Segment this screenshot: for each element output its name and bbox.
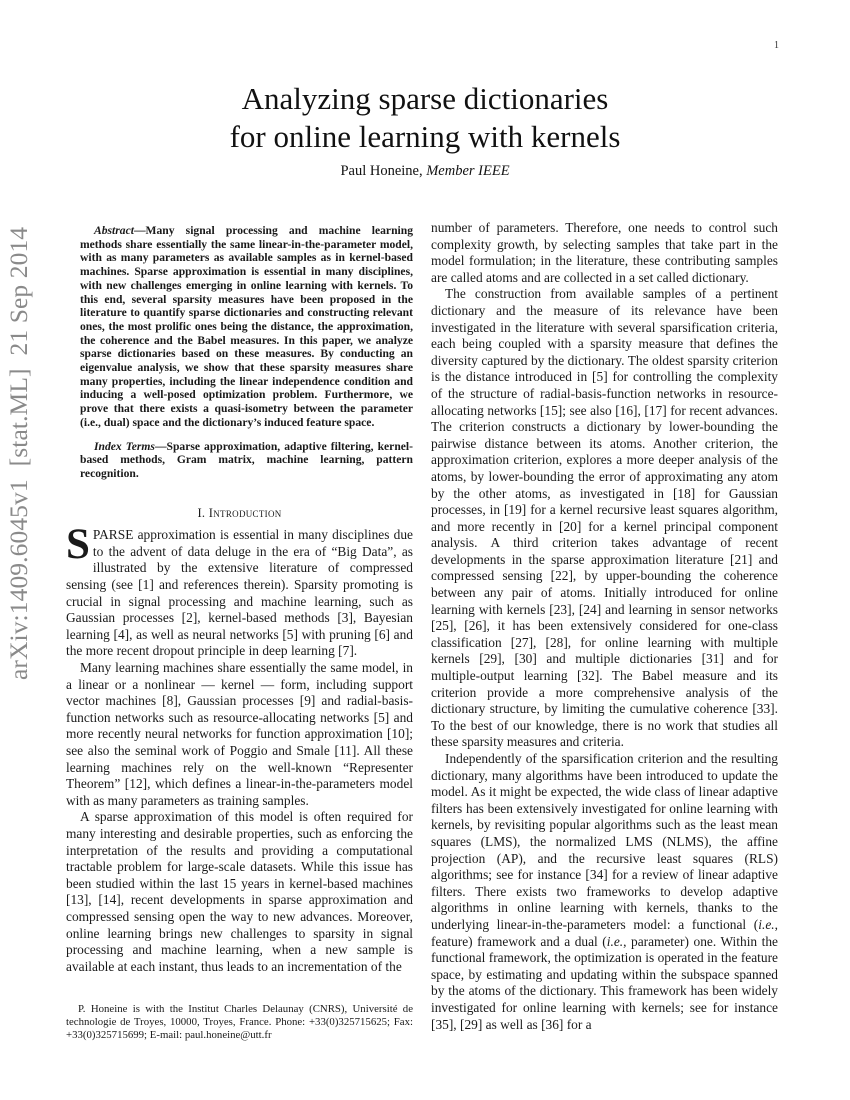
index-terms-text: Sparse approximation, adaptive filtering, kernel-based methods, Gram matrix, machine learning, pattern recognition. (80, 439, 413, 480)
index-terms (66, 440, 413, 481)
title-line-2: for online learning with kernels (229, 119, 621, 154)
author-line (0, 163, 850, 180)
intro-paragraph-5 (431, 751, 778, 1033)
intro-paragraph-1-text: PARSE approximation is essential in many disciplines due to the advent of data deluge in the era of “Big Data”, as illustrated by the extensive literature of compressed sensing (see [1] and references therein). Sparsity promoting is crucial in signal processing and machine learning, such as Gaussian processes [2], kernel-based methods [3], Bayesian learning [4], as well as neural networks [5] with pruning [6] and the more recent dropout principle in deep learning [7]. (66, 527, 413, 659)
index-terms-dash: — (154, 439, 167, 453)
section-heading-introduction (66, 505, 413, 522)
author-affiliation: Member IEEE (426, 163, 510, 179)
section-numeral: I. (197, 505, 206, 520)
intro-paragraph-3: A sparse approximation of this model is often required for many interesting and desirable properties, such as enforcing the interpretation of the results and providing a computational tractable problem for large-scale datasets. While this issue has been studied within the last 15 years in kernel-based machines [13], [14], recent developments in sparse approximation and compressed sensing open the way to new advances. Moreover, online learning brings new challenges to sparsity in signal processing and machine learning, when a new sample is available at each instant, thus leads to an incrementation of the (66, 809, 413, 974)
intro-paragraph-1 (66, 521, 413, 660)
text-run: Independently of the sparsification criterion and the resulting dictionary, many algorithms have been introduced to update the model. As it might be expected, the wide class of linear adaptive filters has been extensively investigated for online learning with kernels, by revisiting popular algorithms such as the least mean squares (LMS), the normalized LMS (NLMS), the affine projection (AP), and the recursive least squares (RLS) algorithms; see for instance [34] for a review of linear adaptive filters. There exists two frameworks to develop adaptive algorithms in online learning with kernels, thanks to the underlying linear-in-the-parameters model: a functional ( (431, 751, 778, 932)
intro-paragraph-2: Many learning machines share essentially the same model, in a linear or a nonlinear — kernel — form, including support vector machines [8], Gaussian processes [9] and radial-basis-function networks such as resource-allocating networks [5] and more recently neural networks for function approximation [10]; see also the seminal work of Poggio and Smale [11]. All these learning machines rely on the well-known “Representer Theorem” [12], which defines a linear-in-the-parameters model with as many parameters as training samples. (66, 660, 413, 808)
page-number: 1 (774, 40, 779, 51)
abstract (66, 224, 413, 430)
text-run: , feature) framework and a dual ( (431, 916, 778, 949)
right-column (431, 220, 778, 1033)
left-column (66, 224, 413, 975)
author-footnote: P. Honeine is with the Institut Charles Delaunay (CNRS), Université de technologie de Troyes, 10000, Troyes, France. Phone: +33(0)325715625; Fax: +33(0)325715699; E-mail: paul.honeine@utt.fr (66, 1003, 413, 1041)
index-terms-label: Index Terms (94, 439, 155, 453)
abstract-label: Abstract (94, 224, 134, 237)
paper-title (0, 80, 850, 156)
italic-ie: i.e. (758, 916, 775, 932)
author-name: Paul Honeine, (340, 163, 423, 179)
arxiv-identifier-stamp: arXiv:1409.6045v1 [stat.ML] 21 Sep 2014 (4, 226, 33, 680)
section-title: Introduction (208, 505, 282, 520)
abstract-text: Many signal processing and machine learning methods share essentially the same linear-in-the-parameter model, with as many parameters as available samples as in kernel-based machines. Sparse approximation is essential in many disciplines, with new challenges emerging in online learning with kernels. To this end, several sparsity measures have been proposed in the literature to quantify sparse dictionaries and constructing relevant ones, the most prolific ones being the distance, the approximation, the coherence and the Babel measures. In this paper, we analyze sparse dictionaries based on these measures. By conducting an eigenvalue analysis, we show that these sparsity measures share many properties, including the linear independence condition and inducing a well-posed optimization problem. Furthermore, we prove that there exists a quasi-isometry between the parameter (i.e., dual) space and the dictionary’s induced feature space. (80, 224, 413, 429)
italic-ie: i.e. (606, 933, 624, 949)
title-line-1: Analyzing sparse dictionaries (241, 81, 609, 116)
intro-paragraph-4: The construction from available samples of a pertinent dictionary and the measure of its relevance have been investigated in the literature with several sparsification criteria, each being coupled with a sparsity measure that defines the diversity captured by the dictionary. The oldest sparsity criterion is the distance introduced in [5] for controlling the complexity of the structure of radial-basis-function networks in resource-allocating networks [15]; see also [16], [17] for recent advances. The criterion constructs a dictionary by lower-bounding the pairwise distance between its atoms. Another criterion, the approximation criterion, explores a more deeper analysis of the atoms, by lower-bounding the error of approximating any atom by the other atoms, as investigated in [18] for Gaussian processes, in [19] for a kernel recursive least squares algorithm, and more recently in [20] for a kernel principal component analysis. A third criterion takes advantage of recent developments in the sparse approximation literature [21] and compressed sensing [22], by upper-bounding the coherence between any pair of atoms. Initially introduced for online learning with kernels [23], [24] and learning in sensor networks [25], [26], it has been extensively considered for one-class classification [27], [28], for online learning with multiple kernels [29], [30] and multiple dictionaries [31] and for multiple-output learning [32]. The Babel measure and its criterion provide a more comprehensive analysis of the dictionary structure, by limiting the cumulative coherence [33]. To the best of our knowledge, there is no work that studies all these sparsity measures and criteria. (431, 286, 778, 750)
intro-paragraph-3-continued: number of parameters. Therefore, one needs to control such complexity growth, by selecting samples that take part in the model formulation; in the literature, these contributing samples are called atoms and are collected in a set called dictionary. (431, 220, 778, 285)
abstract-dash: — (133, 224, 146, 237)
text-run: , parameter) one. Within the functional framework, the optimization is operated in the feature space, by estimating and updating within the subspace spanned by the atoms of the dictionary. This framework has been widely investigated for online learning with kernels; see for instance [35], [29] as well as [36] for a (431, 933, 778, 1032)
drop-cap: S (66, 521, 90, 569)
